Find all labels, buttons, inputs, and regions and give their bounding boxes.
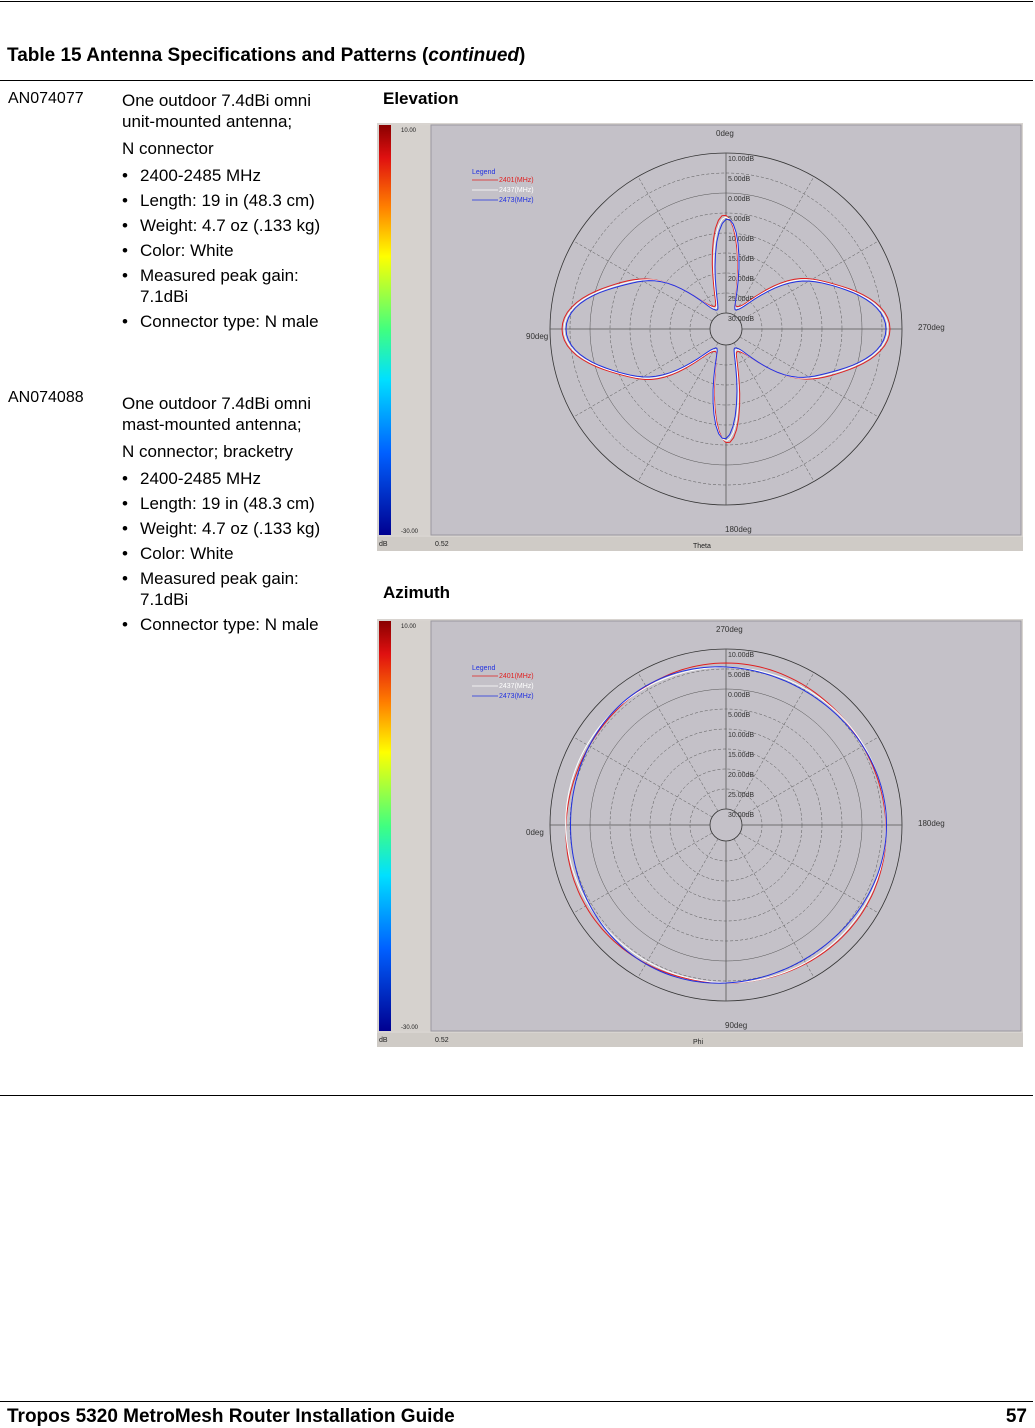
azimuth-title: Azimuth <box>383 583 451 602</box>
list-item: • Length: 19 in (48.3 cm) <box>122 191 315 210</box>
ring-label: 20.00dB <box>728 772 755 779</box>
angle-label-left: 0deg <box>526 828 544 837</box>
ring-label: 15.00dB <box>728 256 755 263</box>
top-rule <box>0 1 1033 2</box>
legend-item: 2473(MHz) <box>499 197 534 204</box>
table-bottom-rule <box>0 1095 1033 1096</box>
caption-rule <box>0 80 1033 81</box>
page-number: 57 <box>1005 1406 1027 1427</box>
row-description <box>122 393 347 639</box>
status-value: 0.52 <box>435 541 449 548</box>
scale-max-label: 10.00 <box>401 624 417 630</box>
ring-label: 25.00dB <box>728 792 755 799</box>
footer-title: Tropos 5320 MetroMesh Router Installation Guide <box>7 1406 455 1427</box>
legend-item: 2437(MHz) <box>499 683 534 690</box>
list-item: • Connector type: N male <box>122 312 319 331</box>
spec-list <box>122 468 347 635</box>
angle-label-top: 270deg <box>716 625 743 634</box>
ring-label: 10.00dB <box>728 732 755 739</box>
ring-label: 15.00dB <box>728 752 755 759</box>
scale-max-label: 10.00 <box>401 128 417 134</box>
ring-label: 5.00dB <box>728 712 751 719</box>
ring-label: 10.00dB <box>728 236 755 243</box>
ring-label: 5.00dB <box>728 216 751 223</box>
scale-min-label: -30.00 <box>401 1025 419 1031</box>
status-unit: dB <box>379 541 388 548</box>
list-item: • 2400-2485 MHz <box>122 469 261 488</box>
description-line: N connector <box>122 139 214 158</box>
legend-title: Legend <box>472 665 496 672</box>
list-item: • 2400-2485 MHz <box>122 166 261 185</box>
ring-label: 0.00dB <box>728 196 751 203</box>
status-axis: Phi <box>693 1039 704 1046</box>
footer-rule <box>0 1401 1033 1402</box>
azimuth-plot <box>377 619 1023 1047</box>
ring-label: 10.00dB <box>728 652 755 659</box>
elevation-plot <box>377 123 1023 551</box>
elevation-title: Elevation <box>383 89 459 108</box>
list-item: • Measured peak gain: 7.1dBi <box>122 569 299 609</box>
list-item: • Weight: 4.7 oz (.133 kg) <box>122 216 321 235</box>
spec-list <box>122 165 347 332</box>
ring-label: 5.00dB <box>728 176 751 183</box>
status-axis: Theta <box>693 543 711 550</box>
legend-title: Legend <box>472 169 496 176</box>
legend-item: 2401(MHz) <box>499 177 534 184</box>
table-caption: Table 15 Antenna Specifications and Patterns (continued) <box>7 45 526 66</box>
ring-label: 25.00dB <box>728 296 755 303</box>
legend-item: 2401(MHz) <box>499 673 534 680</box>
angle-label-right: 180deg <box>918 819 945 828</box>
legend-item: 2473(MHz) <box>499 693 534 700</box>
scale-min-label: -30.00 <box>401 529 419 535</box>
list-item: • Color: White <box>122 241 234 260</box>
angle-label-bottom: 90deg <box>725 1021 748 1030</box>
description-line: N connector; bracketry <box>122 442 294 461</box>
scale-panel <box>391 621 431 1031</box>
part-number: AN074088 <box>8 389 84 406</box>
angle-label-bottom: 180deg <box>725 525 752 534</box>
ring-label: 0.00dB <box>728 692 751 699</box>
ring-label: 30.00dB <box>728 812 755 819</box>
angle-label-right: 270deg <box>918 323 945 332</box>
list-item: • Color: White <box>122 544 234 563</box>
part-number: AN074077 <box>8 90 84 107</box>
ring-label: 10.00dB <box>728 156 755 163</box>
color-scale-bar <box>379 125 391 535</box>
ring-label: 5.00dB <box>728 672 751 679</box>
list-item: • Connector type: N male <box>122 615 319 634</box>
list-item: • Measured peak gain: 7.1dBi <box>122 266 299 306</box>
description-line: One outdoor 7.4dBi omni unit-mounted antenna; <box>122 91 312 131</box>
row-description <box>122 90 347 336</box>
ring-label: 30.00dB <box>728 316 755 323</box>
color-scale-bar <box>379 621 391 1031</box>
status-unit: dB <box>379 1037 388 1044</box>
ring-label: 20.00dB <box>728 276 755 283</box>
legend-item: 2437(MHz) <box>499 187 534 194</box>
status-value: 0.52 <box>435 1037 449 1044</box>
list-item: • Length: 19 in (48.3 cm) <box>122 494 315 513</box>
description-line: One outdoor 7.4dBi omni mast-mounted antenna; <box>122 394 312 434</box>
angle-label-left: 90deg <box>526 332 549 341</box>
angle-label-top: 0deg <box>716 129 734 138</box>
scale-panel <box>391 125 431 535</box>
list-item: • Weight: 4.7 oz (.133 kg) <box>122 519 321 538</box>
